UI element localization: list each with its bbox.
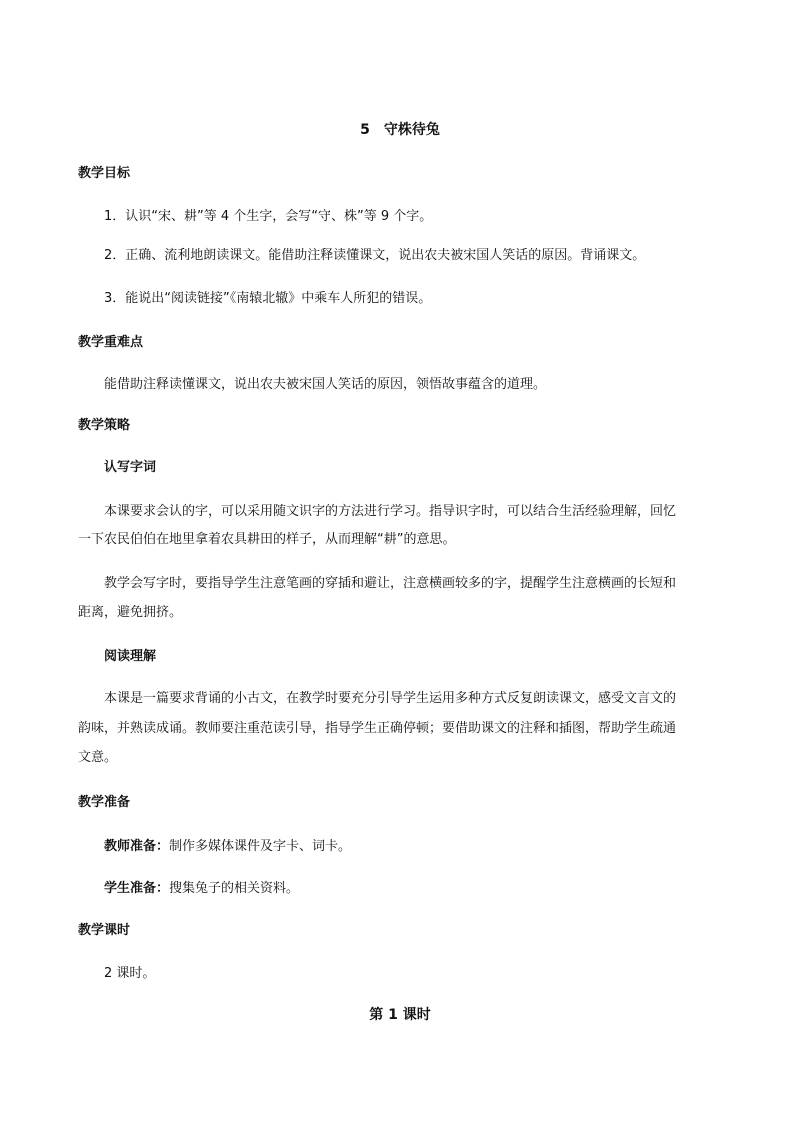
student-preparation-label: 学生准备： [104, 881, 170, 896]
heading-teaching-strategy: 教学策略 [78, 418, 131, 433]
heading-teaching-preparation: 教学准备 [78, 795, 131, 810]
paragraph-line: 一下农民伯伯在地里拿着农具耕田的样子，从而理解“耕”的意思。 [78, 532, 456, 547]
teacher-preparation-text: 制作多媒体课件及字卡、词卡。 [169, 839, 352, 854]
teaching-hours-text: 2 课时。 [104, 966, 156, 981]
subheading-recognize-write: 认写字词 [104, 460, 157, 475]
heading-teaching-hours: 教学课时 [78, 923, 131, 938]
lesson-title: 第 1 课时 [369, 1007, 431, 1023]
heading-teaching-goals: 教学目标 [78, 166, 131, 181]
paragraph-line: 本课要求会认的字，可以采用随文识字的方法进行学习。指导识字时，可以结合生活经验理解，回忆 [104, 504, 677, 519]
paragraph-line: 本课是一篇要求背诵的小古文，在教学时要充分引导学生运用多种方式反复朗读课文，感受文言文的 [104, 691, 677, 706]
paragraph-line: 韵味，并熟读成诵。教师要注重范读引导，指导学生正确停顿；要借助课文的注释和插图，帮助学生疏通 [78, 721, 677, 736]
student-preparation [104, 880, 299, 898]
student-preparation-text: 搜集兔子的相关资料。 [169, 881, 300, 896]
page-title: 5 守株待兔 [360, 122, 440, 138]
teacher-preparation-label: 教师准备： [104, 839, 170, 854]
goal-item-1: 1．认识“宋、耕”等 4 个生字，会写“守、株”等 9 个字。 [104, 209, 433, 224]
key-points-text: 能借助注释读懂课文，说出农夫被宋国人笑话的原因，领悟故事蕴含的道理。 [104, 377, 547, 392]
goal-item-3: 3．能说出“阅读链接”《南辕北辙》中乘车人所犯的错误。 [104, 291, 432, 306]
paragraph-line: 距离，避免拥挤。 [78, 605, 183, 620]
teacher-preparation [104, 838, 351, 856]
paragraph-line: 教学会写字时，要指导学生注意笔画的穿插和避让，注意横画较多的字，提醒学生注意横画的长短和 [104, 576, 677, 591]
goal-item-2: 2．正确、流利地朗读课文。能借助注释读懂课文，说出农夫被宋国人笑话的原因。背诵课文。 [104, 248, 646, 263]
paragraph-line: 文意。 [78, 750, 118, 765]
subheading-reading-comprehension: 阅读理解 [104, 649, 157, 664]
heading-key-points: 教学重难点 [78, 335, 144, 350]
